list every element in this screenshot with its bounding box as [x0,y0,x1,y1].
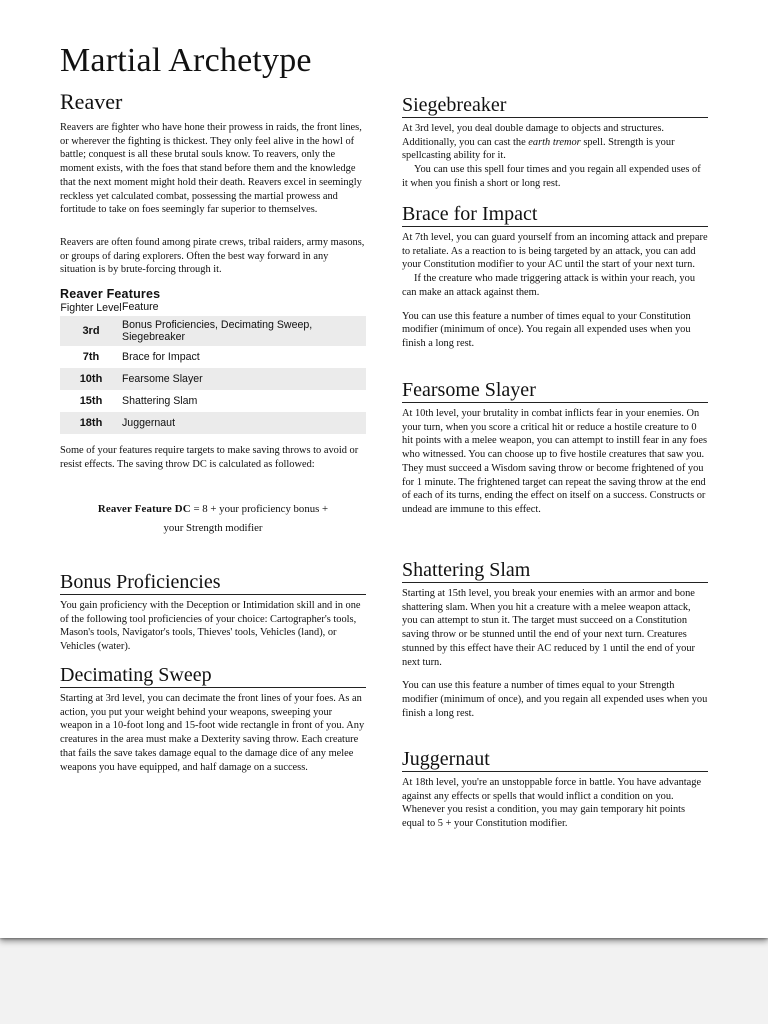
section-text-2: You can use this spell four times and you regain all expended uses of it when you finish a short or long rest. [402,164,701,189]
section-heading: Decimating Sweep [60,664,366,688]
section-decimating-sweep [60,664,366,774]
features-table-header [60,300,366,316]
dc-formula-line-2: your Strength modifier [163,522,263,534]
row-level: 3rd [60,316,122,346]
section-text-2: You can use this feature a number of times equal to your Strength modifier (minimum of once), and you regain all expended uses when you finish a long rest. [402,680,708,719]
text-part: spell. Strength is your spellcasting ability for it. [402,136,675,162]
spell-name: earth tremor [528,136,581,148]
section-juggernaut [402,748,708,831]
row-feature: Shattering Slam [122,395,198,407]
section-text: At 18th level, you're an unstoppable force in battle. You have advantage against any effects or spells that would inflict a condition on you. Whenever you resist a condition, you may gain temporary hit points equal to 5 + your Constitution modifier. [402,777,702,830]
header-level: Fighter Level [60,302,122,314]
table-row [60,412,366,434]
row-feature: Brace for Impact [122,351,200,363]
section-heading: Juggernaut [402,748,708,772]
row-level: 7th [82,351,100,363]
row-level: 15th [79,395,103,407]
dc-formula-line-1: = 8 + your proficiency bonus + [190,503,329,515]
section-heading: Fearsome Slayer [402,379,708,403]
text-part: At 3rd level, you deal double damage to objects and structures. Additionally, you can cast the [402,123,664,148]
table-row [60,316,366,346]
dc-label: Reaver Feature DC [97,503,191,515]
section-text: At 10th level, your brutality in combat inflicts fear in your enemies. On your turn, when you score a critical hit or reduce a hostile creature to 0 hit points with a melee weapon, you can attempt to instill fear in any foes who witnessed. You can choose up to five hostile creatures that saw you. They must succeed a Wisdom saving throw or become frightened of you for 1 minute. The frightened target can repeat the saving throw at the end of each of its turns, ending the effect on itself on a success. Constructs or undead are immune to this effect. [402,408,708,515]
section-text: You gain proficiency with the Deception or Intimidation skill and in one of the following tool proficiencies of your choice: Cartographer's tools, Mason's tools, Navigator's tools, Thieves' tools, Vehicles (land), or Vehicles (water). [60,600,361,653]
section-brace-for-impact [402,203,708,351]
section-heading: Siegebreaker [402,94,708,118]
table-row [60,390,366,412]
section-text: At 7th level, you can guard yourself from an incoming attack and prepare to retaliate. As a reaction to is being targeted by an attack, you can add your Constitution modifier to your AC until the start of your next turn. [402,232,708,271]
intro-paragraph-1: Reavers are fighter who have hone their prowess in raids, the front lines, or wherever the fighting is thickest. They only feel alive in the howl of battle; conquest is all these brutal souls know. To reavers, only the moment exists, with the foes that stand before them and the knowledge that the next moment might hold their death. Reavers excel in seemingly reckless yet calculated combat, possessing the martial prowess and fortitude to take on foes seemingly far superior to themselves. [60,122,362,216]
table-row [60,346,366,368]
row-level: 10th [60,368,122,390]
features-table [60,300,366,434]
dc-formula [60,500,366,538]
row-feature: Juggernaut [122,412,366,434]
section-siegebreaker [402,94,708,191]
row-feature: Bonus Proficiencies, Decimating Sweep, Siegebreaker [122,316,366,346]
section-heading: Bonus Proficiencies [60,571,366,595]
section-bonus-proficiencies [60,571,366,654]
section-text: Starting at 15th level, you break your enemies with an armor and bone shattering slam. When you hit a creature with a melee weapon attack, you can attempt to stun it. The target must succeed on a Constitution saving throw or be stunned until the end of your next turn. Creatures stunned by this effect have their AC reduced by 1 until the end of your next turn. [402,588,695,668]
section-text [402,122,708,163]
section-shattering-slam [402,559,708,720]
features-table-title: Reaver Features [60,287,161,301]
section-fearsome-slayer [402,379,708,517]
row-feature: Fearsome Slayer [122,368,366,390]
section-text-3: You can use this feature a number of times equal to your Constitution modifier (minimum of once). You regain all expended uses when you finish a long rest. [402,310,691,349]
page-subtitle: Reaver [60,89,123,114]
table-row [60,368,366,390]
header-feature: Feature [122,301,159,313]
section-text-2: If the creature who made triggering attack is within your reach, you can make an attack against them. [402,273,696,298]
section-heading: Brace for Impact [402,203,708,227]
section-heading: Shattering Slam [402,559,708,583]
section-text: Starting at 3rd level, you can decimate the front lines of your foes. As an action, you put your weight behind your weapons, sweeping your weapon in a 10-foot long and 15-foot wide rectangle in front of you. Any creatures in the area must make a Dexterity saving throw. Each creature that fails the save takes damage equal to the damage dice of any melee weapons you have equipped, and half damage on a success. [60,693,365,773]
page-title: Martial Archetype [60,42,312,79]
intro-paragraph-2: Reavers are often found among pirate crews, tribal raiders, army masons, or groups of daring explorers. Often the best way forward in any situation is by brute-forcing through it. [60,237,365,276]
saving-throw-text: Some of your features require targets to make saving throws to avoid or resist effects. The saving throw DC is calculated as followed: [60,445,359,470]
row-level: 18th [60,412,122,434]
